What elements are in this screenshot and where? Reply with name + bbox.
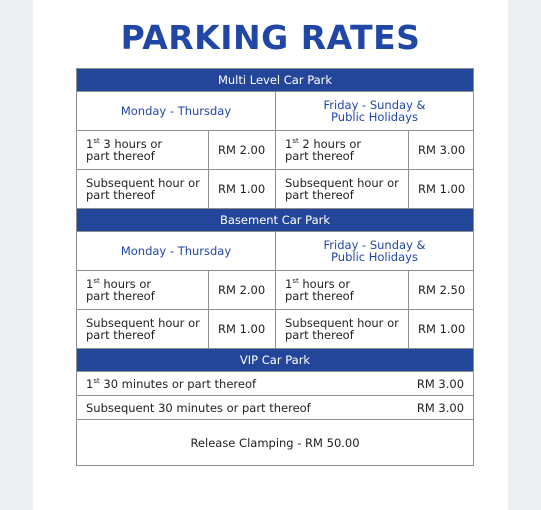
table-row — [77, 69, 474, 92]
rate-price: RM 3.00 — [409, 131, 474, 170]
table-row — [77, 92, 474, 131]
rate-price: RM 1.00 — [409, 310, 474, 349]
section-header-vip: VIP Car Park — [77, 349, 474, 372]
table-row — [77, 209, 474, 232]
table-row — [77, 271, 474, 310]
weekday-label: Monday - Thursday — [77, 92, 276, 131]
rates-sheet — [33, 0, 508, 510]
rate-price: RM 2.00 — [209, 271, 276, 310]
rate-description: Subsequent 30 minutes or part thereof — [77, 396, 409, 420]
table-row — [77, 396, 474, 420]
table-row — [77, 349, 474, 372]
release-clamping-fee: Release Clamping - RM 50.00 — [77, 420, 474, 466]
rate-price: RM 2.00 — [209, 131, 276, 170]
parking-rates-table — [76, 68, 474, 466]
weekend-label: Friday - Sunday & Public Holidays — [276, 92, 474, 131]
rate-description: Subsequent hour or part thereof — [77, 170, 209, 209]
section-header-basement: Basement Car Park — [77, 209, 474, 232]
weekend-label: Friday - Sunday & Public Holidays — [276, 232, 474, 271]
table-row — [77, 310, 474, 349]
rate-description: Subsequent hour or part thereof — [77, 310, 209, 349]
table-row — [77, 170, 474, 209]
rate-description: Subsequent hour or part thereof — [276, 310, 409, 349]
page-title: PARKING RATES — [120, 18, 421, 57]
table-row — [77, 372, 474, 396]
section-header-multi-level: Multi Level Car Park — [77, 69, 474, 92]
rate-price: RM 3.00 — [409, 372, 474, 396]
table-row — [77, 131, 474, 170]
rate-description: Subsequent hour or part thereof — [276, 170, 409, 209]
rate-description: 1st 2 hours or part thereof — [276, 131, 409, 170]
rate-description: 1st 3 hours or part thereof — [77, 131, 209, 170]
rate-price: RM 1.00 — [209, 310, 276, 349]
table-row — [77, 232, 474, 271]
weekday-label: Monday - Thursday — [77, 232, 276, 271]
rate-description: 1st hours or part thereof — [276, 271, 409, 310]
table-row — [77, 420, 474, 466]
rate-price: RM 3.00 — [409, 396, 474, 420]
rate-description: 1st hours or part thereof — [77, 271, 209, 310]
rate-price: RM 2.50 — [409, 271, 474, 310]
rate-description: 1st 30 minutes or part thereof — [77, 372, 409, 396]
rate-price: RM 1.00 — [209, 170, 276, 209]
rate-price: RM 1.00 — [409, 170, 474, 209]
